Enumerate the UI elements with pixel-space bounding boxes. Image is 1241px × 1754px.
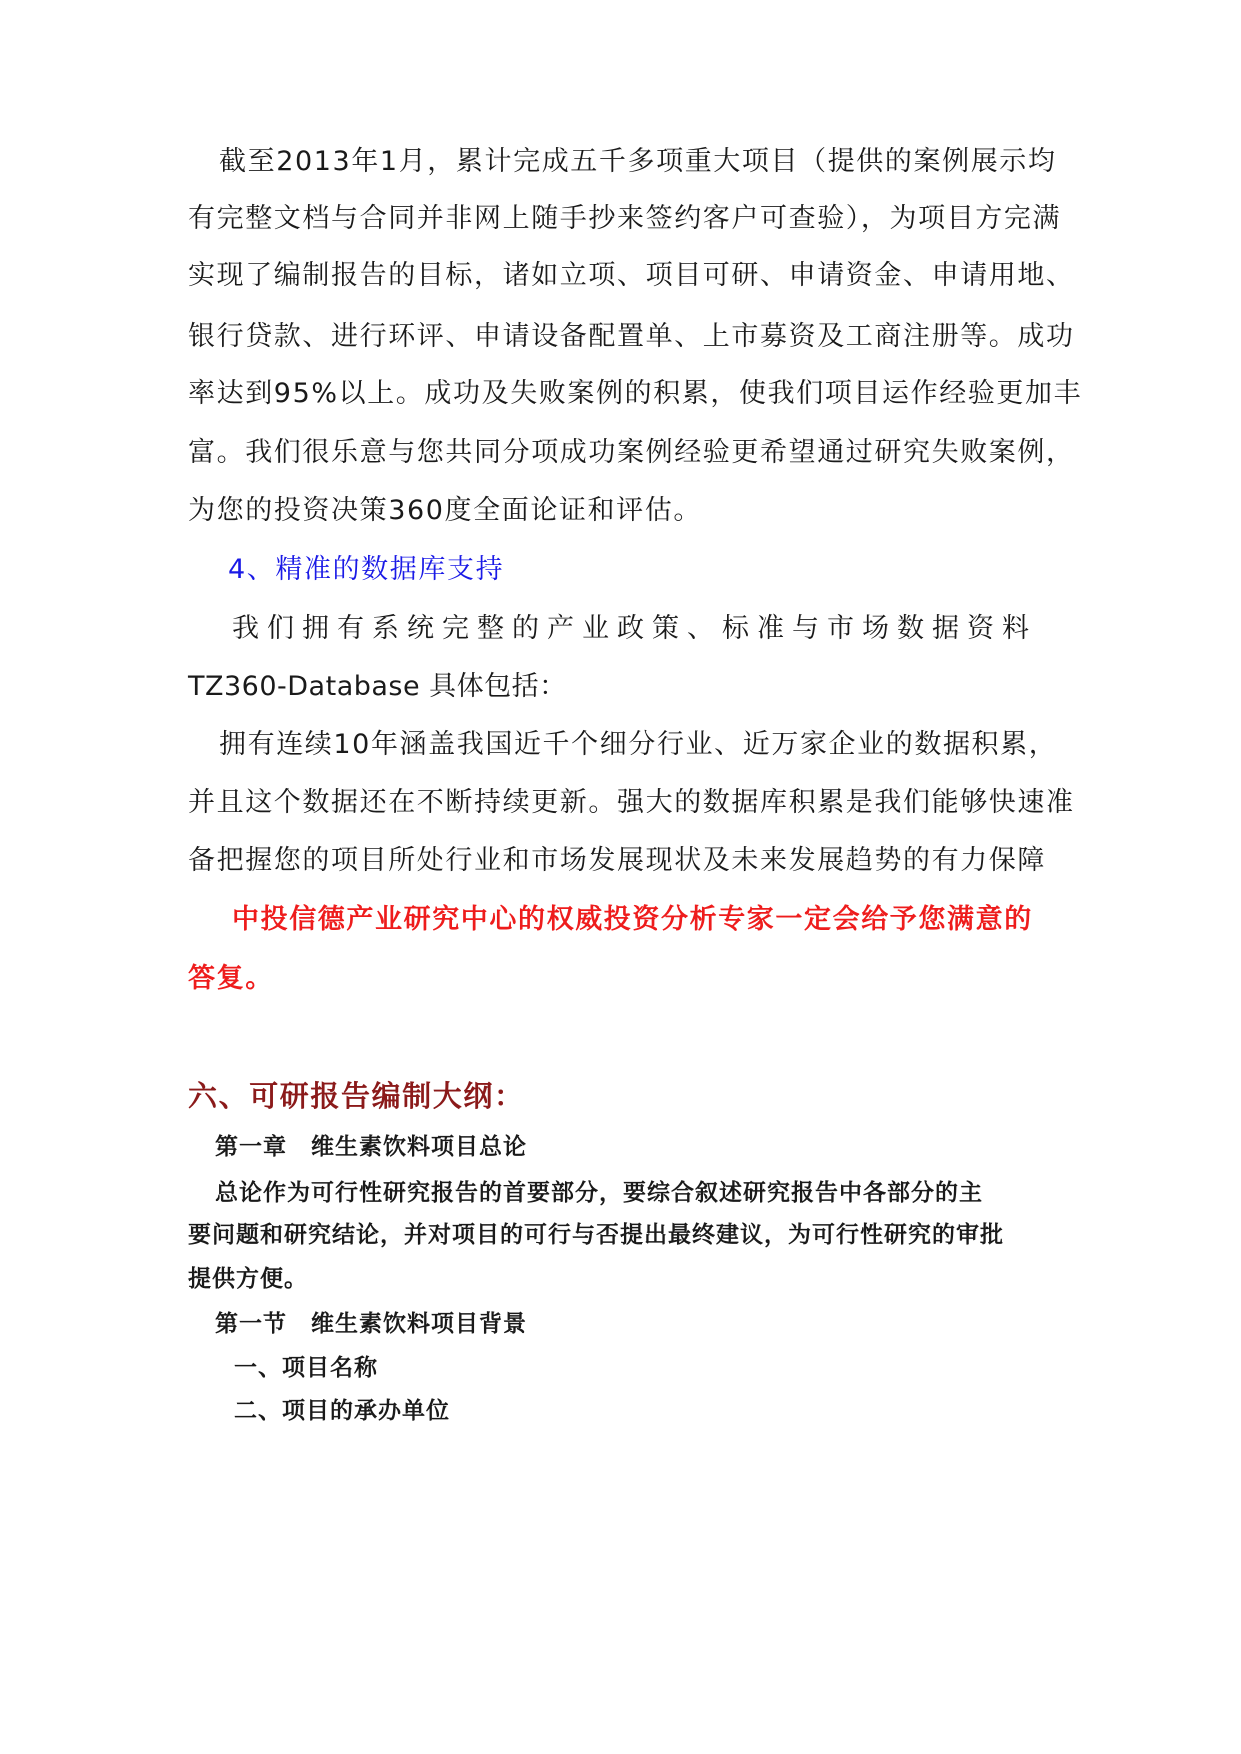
- paragraph-3-line-1: 拥有连续10年涵盖我国近千个细分行业、近万家企业的数据积累，: [219, 729, 1058, 760]
- paragraph-2-line-1: 我们拥有系统完整的产业政策、标准与市场数据资料: [232, 613, 1037, 644]
- paragraph-1-line-4: 银行贷款、进行环评、申请设备配置单、上市募资及工商注册等。成功: [188, 321, 1075, 352]
- database-support-heading: 4、精准的数据库支持: [228, 554, 505, 585]
- paragraph-1-line-5: 率达到95%以上。成功及失败案例的积累，使我们项目运作经验更加丰: [188, 378, 1083, 409]
- chapter-1-desc-line-1: 总论作为可行性研究报告的首要部分，要综合叙述研究报告中各部分的主: [215, 1180, 983, 1206]
- outline-section-title: 六、可研报告编制大纲：: [188, 1079, 525, 1113]
- paragraph-1-line-7: 为您的投资决策360度全面论证和评估。: [188, 495, 702, 526]
- paragraph-1-line-3: 实现了编制报告的目标，诸如立项、项目可研、申请资金、申请用地、: [188, 260, 1075, 291]
- outline-item-undertaking-unit: 二、项目的承办单位: [234, 1398, 450, 1424]
- outline-item-project-name: 一、项目名称: [234, 1355, 378, 1381]
- chapter-1-title: 第一章 维生素饮料项目总论: [215, 1134, 527, 1160]
- paragraph-1-line-2: 有完整文档与合同并非网上随手抄来签约客户可查验），为项目方完满: [188, 203, 1062, 234]
- chapter-1-desc-line-2: 要问题和研究结论，并对项目的可行与否提出最终建议，为可行性研究的审批: [188, 1222, 1004, 1248]
- expert-statement-line-1: 中投信德产业研究中心的权威投资分析专家一定会给予您满意的: [232, 904, 1033, 935]
- expert-statement-line-2: 答复。: [188, 963, 274, 994]
- paragraph-1-line-6: 富。我们很乐意与您共同分项成功案例经验更希望通过研究失败案例，: [188, 437, 1075, 468]
- paragraph-3-line-3: 备把握您的项目所处行业和市场发展现状及未来发展趋势的有力保障: [188, 845, 1046, 876]
- paragraph-2-line-2: TZ360-Database 具体包括：: [188, 671, 567, 702]
- paragraph-1-line-1: 截至2013年1月，累计完成五千多项重大项目（提供的案例展示均: [219, 146, 1057, 177]
- section-1-title: 第一节 维生素饮料项目背景: [215, 1311, 527, 1337]
- paragraph-3-line-2: 并且这个数据还在不断持续更新。强大的数据库积累是我们能够快速准: [188, 787, 1075, 818]
- chapter-1-desc-line-3: 提供方便。: [188, 1266, 308, 1292]
